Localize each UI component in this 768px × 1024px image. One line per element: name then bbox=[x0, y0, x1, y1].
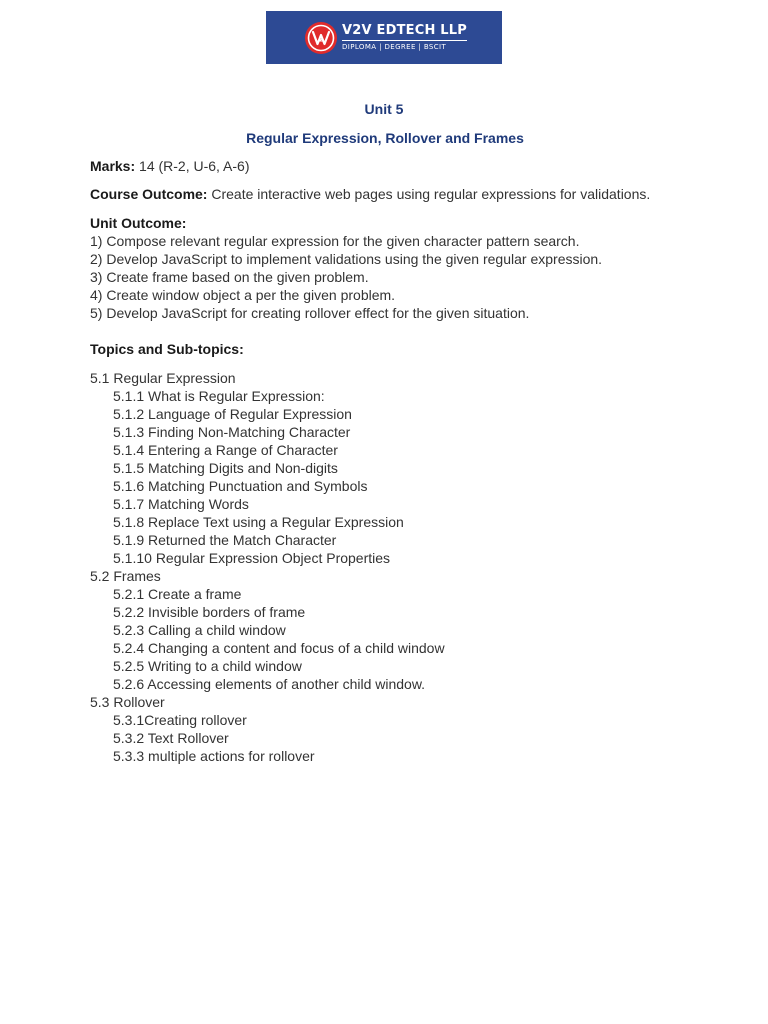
subtopic-item: 5.1.7 Matching Words bbox=[113, 496, 249, 512]
subtopic-item: 5.3.1Creating rollover bbox=[113, 712, 247, 728]
subtopic-item: 5.2.2 Invisible borders of frame bbox=[113, 604, 306, 620]
subtopic-item: 5.2.5 Writing to a child window bbox=[113, 658, 302, 674]
unit-outcome-item: 2) Develop JavaScript to implement validations using the given regular expression. bbox=[90, 251, 603, 267]
subtopic-item: 5.1.4 Entering a Range of Character bbox=[113, 442, 338, 458]
v2v-logo-icon bbox=[304, 21, 338, 55]
topic-section-title: 5.3 Rollover bbox=[90, 694, 165, 710]
subtopic-item: 5.2.6 Accessing elements of another child window. bbox=[113, 676, 426, 692]
unit-subtitle: Regular Expression, Rollover and Frames bbox=[246, 130, 524, 146]
subtopic-item: 5.3.2 Text Rollover bbox=[113, 730, 229, 746]
marks-value: 14 (R-2, U-6, A-6) bbox=[139, 158, 250, 174]
company-banner bbox=[266, 11, 502, 64]
topics-heading bbox=[90, 340, 244, 358]
marks-line bbox=[90, 157, 250, 175]
subtopic-item: 5.1.9 Returned the Match Character bbox=[113, 532, 337, 548]
subtopic-item: 5.1.5 Matching Digits and Non-digits bbox=[113, 460, 338, 476]
course-outcome-line bbox=[90, 185, 650, 203]
subtopic-item: 5.1.6 Matching Punctuation and Symbols bbox=[113, 478, 368, 494]
topics-label: Topics and Sub-topics: bbox=[90, 341, 244, 357]
subtopic-item: 5.2.3 Calling a child window bbox=[113, 622, 286, 638]
company-tagline: DIPLOMA | DEGREE | BSCIT bbox=[342, 43, 447, 51]
unit-outcome-heading bbox=[90, 214, 186, 232]
unit-title: Unit 5 bbox=[364, 101, 404, 117]
subtopic-item: 5.1.10 Regular Expression Object Properties bbox=[113, 550, 391, 566]
topic-section-title: 5.1 Regular Expression bbox=[90, 370, 236, 386]
subtopic-item: 5.2.4 Changing a content and focus of a child window bbox=[113, 640, 445, 656]
unit-outcome-item: 1) Compose relevant regular expression for the given character pattern search. bbox=[90, 233, 580, 249]
subtopic-item: 5.2.1 Create a frame bbox=[113, 586, 242, 602]
topic-section-title: 5.2 Frames bbox=[90, 568, 161, 584]
unit-outcome-item: 5) Develop JavaScript for creating rollover effect for the given situation. bbox=[90, 305, 530, 321]
svg-text:2: 2 bbox=[318, 35, 324, 43]
marks-label: Marks: bbox=[90, 158, 136, 174]
company-name: V2V EDTECH LLP bbox=[342, 23, 467, 41]
unit-outcome-item: 4) Create window object a per the given problem. bbox=[90, 287, 396, 303]
subtopic-item: 5.1.3 Finding Non-Matching Character bbox=[113, 424, 351, 440]
course-outcome-label: Course Outcome: bbox=[90, 186, 208, 202]
subtopic-item: 5.3.3 multiple actions for rollover bbox=[113, 748, 315, 764]
course-outcome-value: Create interactive web pages using regular expressions for validations. bbox=[211, 186, 651, 202]
subtopic-item: 5.1.8 Replace Text using a Regular Expression bbox=[113, 514, 404, 530]
unit-outcome-item: 3) Create frame based on the given problem. bbox=[90, 269, 369, 285]
unit-outcome-label: Unit Outcome: bbox=[90, 215, 187, 231]
subtopic-item: 5.1.1 What is Regular Expression: bbox=[113, 388, 325, 404]
banner-text bbox=[342, 23, 467, 52]
subtopic-item: 5.1.2 Language of Regular Expression bbox=[113, 406, 352, 422]
